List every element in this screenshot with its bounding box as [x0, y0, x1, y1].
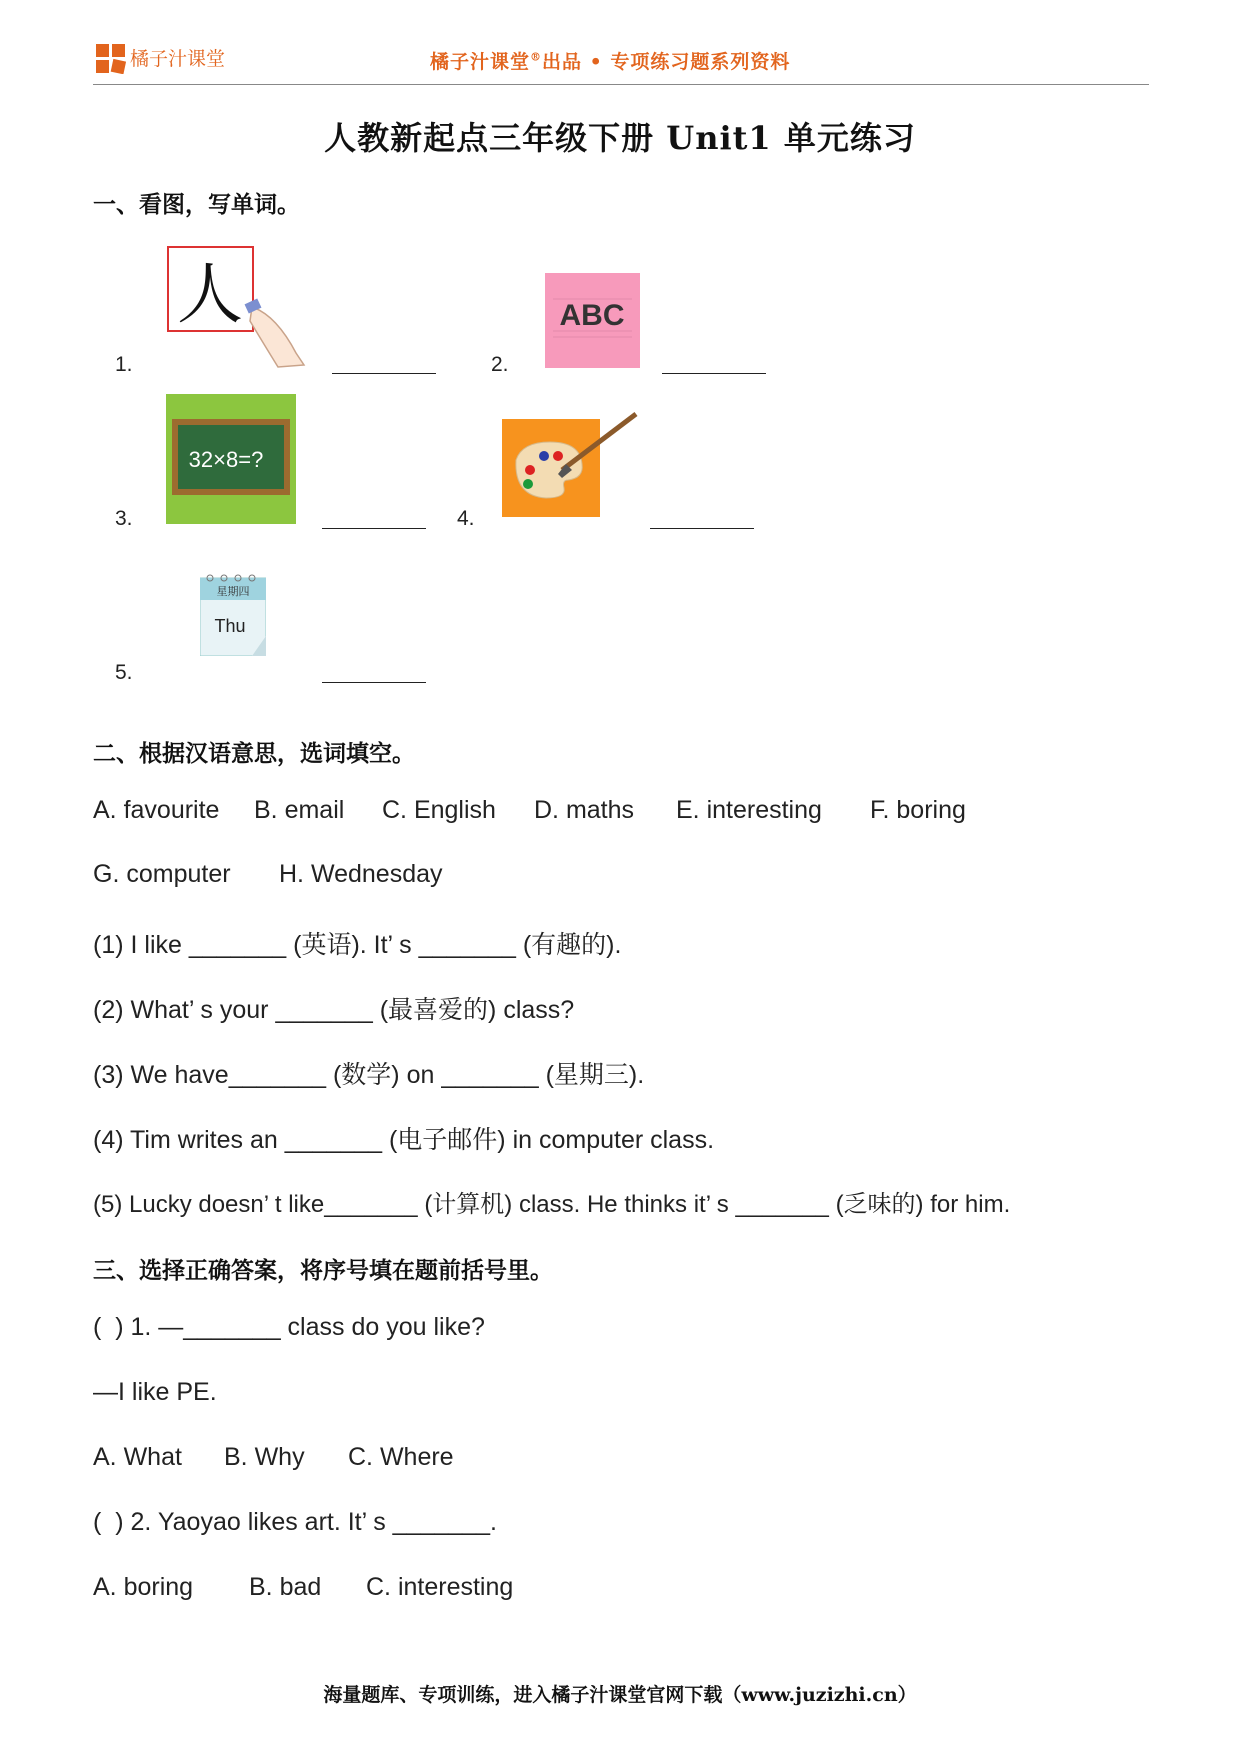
svg-text:ABC: ABC: [559, 299, 625, 332]
option: A. favourite: [93, 796, 220, 824]
paint-palette-icon: [502, 412, 642, 521]
header-divider: [93, 84, 1149, 85]
answer-blank: [662, 373, 766, 374]
answer-reply: —I like PE.: [93, 1378, 217, 1406]
word-options-row1: [93, 796, 966, 825]
option: F. boring: [870, 796, 966, 824]
option: B. Why: [224, 1443, 305, 1471]
option: C. Where: [348, 1443, 454, 1471]
option: D. maths: [534, 796, 635, 824]
option: B. email: [254, 796, 345, 824]
blackboard-math-icon: [166, 394, 296, 528]
option: C. interesting: [366, 1573, 514, 1601]
answer-blank: [322, 528, 426, 529]
section1-heading: 一、看图，写单词。: [93, 192, 300, 218]
svg-text:32×8=?: 32×8=?: [188, 447, 264, 472]
word-options-row2: [93, 860, 443, 889]
question-line: (5) Lucky doesn’ t like_______ (计算机) class. He thinks it’ s _______ (乏味的) for him.: [93, 1191, 1011, 1218]
choice-options: [93, 1443, 454, 1472]
question-line: ( ) 1. —_______ class do you like?: [93, 1313, 485, 1341]
question-line: ( ) 2. Yaoyao likes art. It’ s _______.: [93, 1508, 497, 1536]
abc-card-icon: [545, 273, 640, 372]
option: A. What: [93, 1443, 182, 1471]
header-slogan: 橘子汁课堂®出品 • 专项练习题系列资料: [430, 50, 791, 73]
choice-options: [93, 1573, 513, 1602]
item-number: 4.: [457, 507, 475, 530]
item-number: 5.: [115, 661, 133, 684]
logo-text: 橘子汁课堂: [130, 48, 226, 70]
section2-heading: 二、根据汉语意思，选词填空。: [93, 741, 415, 767]
option: B. bad: [249, 1573, 322, 1601]
answer-blank: [332, 373, 436, 374]
option: C. English: [382, 796, 496, 824]
option: G. computer: [93, 860, 231, 888]
svg-text:Thu: Thu: [214, 616, 246, 636]
option: H. Wednesday: [279, 860, 443, 888]
option: E. interesting: [676, 796, 822, 824]
item-number: 3.: [115, 507, 133, 530]
calendar-icon: [200, 572, 266, 660]
logo-icon: [96, 44, 126, 74]
page-title: 人教新起点三年级下册 Unit1 单元练习: [324, 119, 916, 157]
svg-text:星期四: 星期四: [216, 585, 250, 598]
section3-heading: 三、选择正确答案，将序号填在题前括号里。: [93, 1258, 553, 1284]
option: A. boring: [93, 1573, 194, 1601]
answer-blank: [650, 528, 754, 529]
answer-blank: [322, 682, 426, 683]
question-line: (4) Tim writes an _______ (电子邮件) in computer class.: [93, 1126, 715, 1154]
svg-text:人: 人: [177, 256, 243, 333]
writing-character-icon: [166, 245, 306, 374]
question-line: (1) I like _______ (英语). It’ s _______ (有趣的).: [93, 931, 622, 959]
question-line: (3) We have_______ (数学) on _______ (星期三).: [93, 1061, 645, 1089]
item-number: 1.: [115, 353, 133, 376]
question-line: (2) What’ s your _______ (最喜爱的) class?: [93, 996, 575, 1024]
page-footer: 海量题库、专项训练，进入橘子汁课堂官网下载（www.juzizhi.cn）: [323, 1684, 917, 1706]
item-number: 2.: [491, 353, 509, 376]
